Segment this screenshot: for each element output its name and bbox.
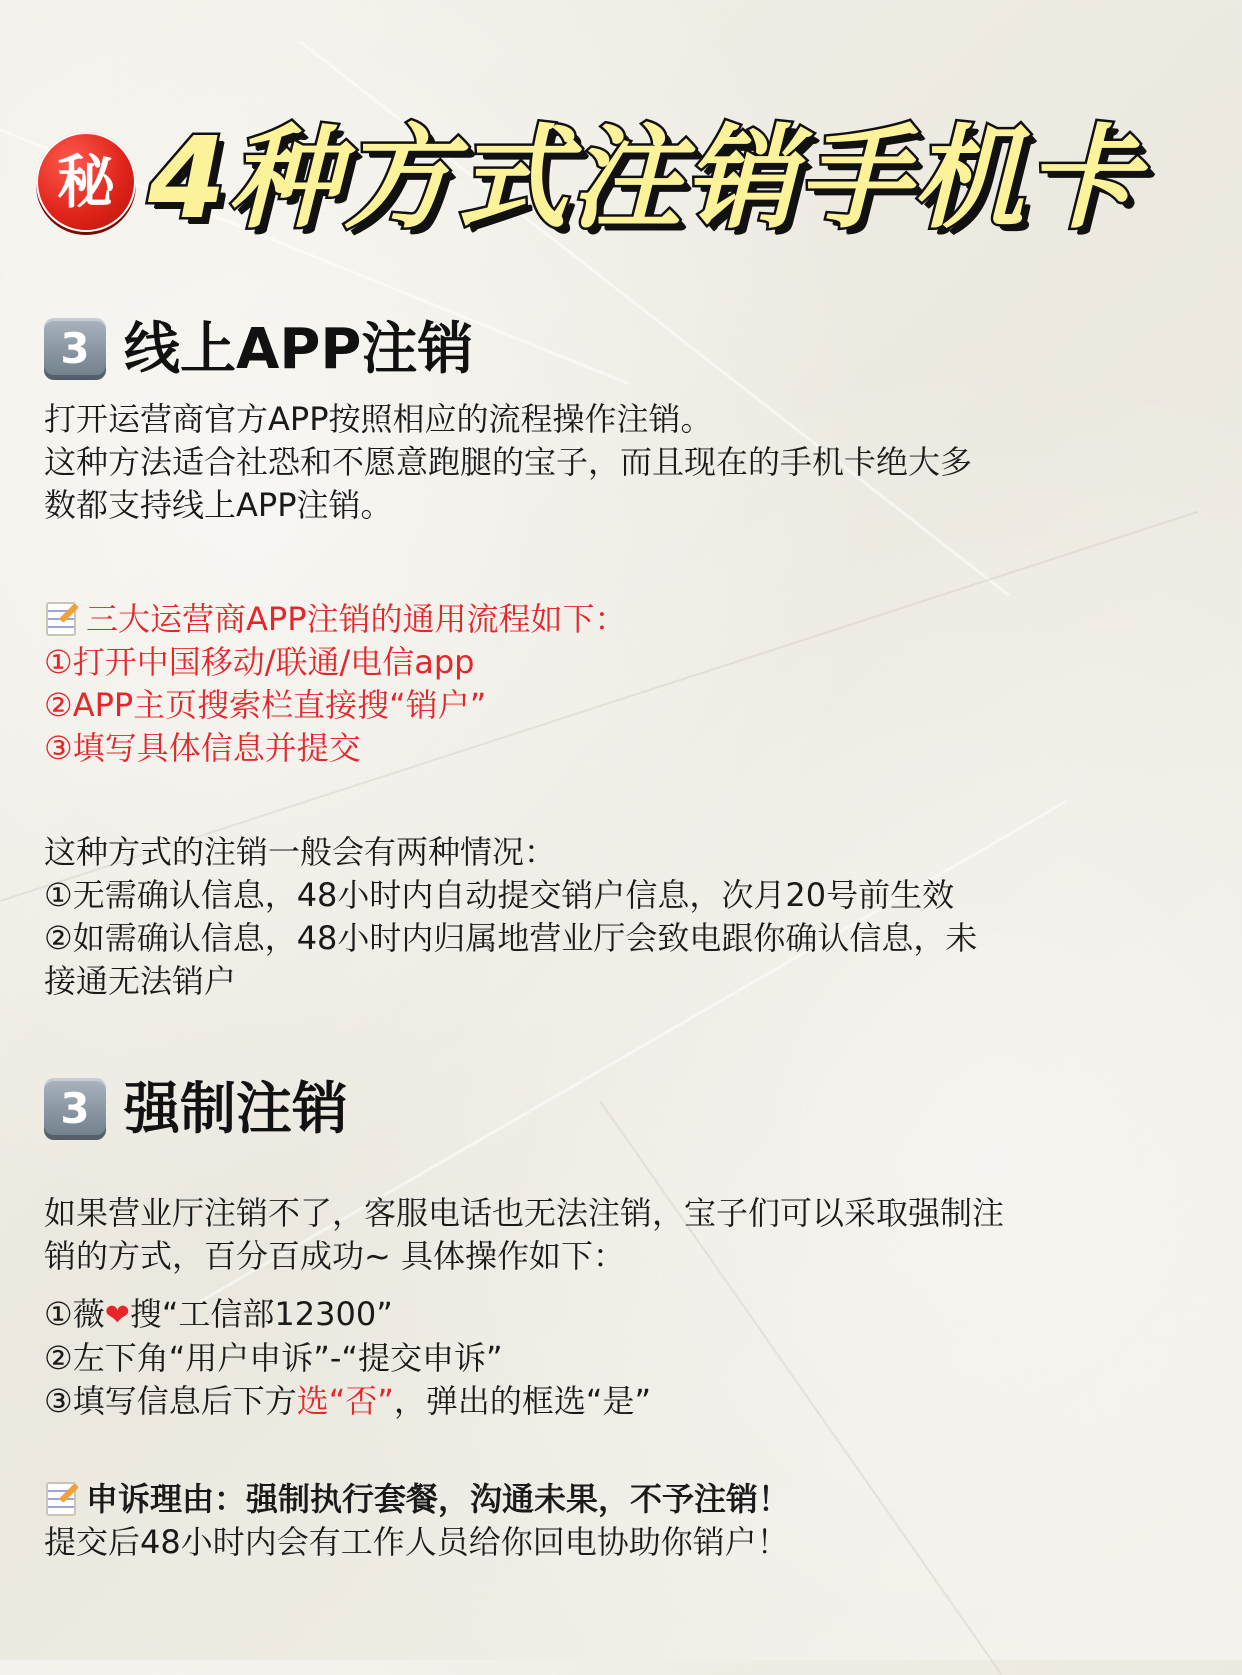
keycap-three-icon: 3 [44, 318, 106, 380]
section-forced-heading [44, 1074, 1194, 1154]
case-line: ②如需确认信息，48小时内归属地营业厅会致电跟你确认信息，未 [44, 919, 978, 957]
section-title: 强制注销 [124, 1077, 348, 1142]
step-line [44, 1293, 1194, 1337]
flow-step: ③填写具体信息并提交 [44, 729, 361, 767]
flow-step: ②APP主页搜索栏直接搜“销户” [44, 686, 487, 724]
flow-title-line [44, 598, 1194, 641]
section-forced-intro [44, 1192, 1194, 1278]
step3-prefix: ③填写信息后下方 [44, 1382, 297, 1420]
section-online-cases [44, 831, 1194, 1003]
step1-suffix: 搜“工信部12300” [129, 1295, 393, 1333]
secret-seal-icon: 秘 [36, 132, 136, 232]
memo-pencil-icon [44, 600, 78, 634]
section-online-app-heading [44, 314, 1194, 394]
section-online-flow [44, 598, 1194, 770]
step-line [44, 1380, 1194, 1423]
section-title: 线上APP注销 [124, 317, 474, 382]
step1-prefix: ①薇 [44, 1295, 105, 1333]
step3-suffix: ，弹出的框选“是” [393, 1382, 652, 1420]
keycap-three-icon: 3 [44, 1078, 106, 1140]
intro-line: 如果营业厅注销不了，客服电话也无法注销，宝子们可以采取强制注 [44, 1194, 1005, 1232]
intro-line: 这种方法适合社恐和不愿意跑腿的宝子，而且现在的手机卡绝大多 [44, 443, 973, 481]
title-row [36, 112, 1216, 242]
step-line: ②左下角“用户申诉”-“提交申诉” [44, 1339, 503, 1377]
final-note: 提交后48小时内会有工作人员给你回电协助你销户！ [44, 1523, 789, 1561]
flow-title: 三大运营商APP注销的通用流程如下： [86, 600, 627, 638]
page-title: 4种方式注销手机卡 [148, 114, 1140, 244]
intro-line: 销的方式，百分百成功~ 具体操作如下： [44, 1237, 625, 1275]
section-forced-reason [44, 1478, 1194, 1564]
section-forced-steps [44, 1293, 1194, 1423]
case-line: ①无需确认信息，48小时内自动提交销户信息，次月20号前生效 [44, 876, 955, 914]
flow-step: ①打开中国移动/联通/电信app [44, 643, 475, 681]
step3-highlight: 选“否” [296, 1382, 394, 1420]
cases-title: 这种方式的注销一般会有两种情况： [44, 833, 557, 871]
case-line: 接通无法销户 [44, 962, 237, 1000]
section-online-intro [44, 398, 1194, 527]
reason-line [44, 1478, 1194, 1521]
red-heart-icon: ❤ [104, 1298, 130, 1333]
reason-text: 申诉理由：强制执行套餐，沟通未果，不予注销！ [86, 1480, 791, 1518]
intro-line: 打开运营商官方APP按照相应的流程操作注销。 [44, 400, 713, 438]
memo-pencil-icon [44, 1480, 78, 1514]
intro-line: 数都支持线上APP注销。 [44, 486, 393, 524]
